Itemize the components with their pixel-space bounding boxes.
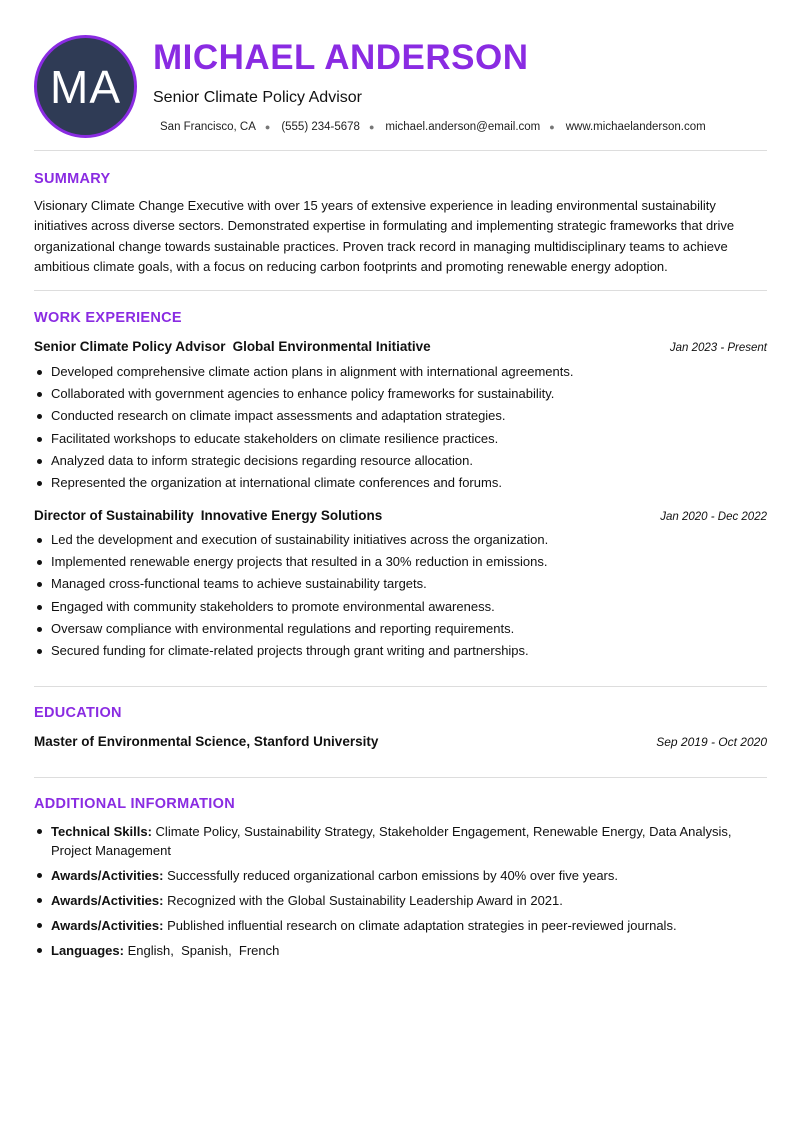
language-item: , Spanish [170,943,228,958]
languages-label: Languages: [51,943,124,958]
job-title-line [34,338,431,356]
list-item: Led the development and execution of sustainability initiatives across the organization. [34,529,767,551]
avatar-initials: MA [50,60,121,113]
divider [34,686,767,687]
language-item: English [127,943,171,958]
contact-phone: (555) 234-5678 [281,121,360,133]
list-item: Facilitated workshops to educate stakeholders on climate resilience practices. [34,428,767,450]
separator-dot-icon: ● [549,122,555,132]
award-text: Published influential research on climate adaptation strategies in peer-reviewed journals. [167,918,677,933]
candidate-title: Senior Climate Policy Advisor [153,89,362,106]
job-title-line [34,507,382,525]
summary-text: Visionary Climate Change Executive with over 15 years of extensive experience in leading environmental sustainability initiatives across diverse sectors. Demonstrated expertise in formulating and implementing strategic frameworks that drive organizational change towards sustainable practices. Proven track record in managing multidisciplinary teams to achieve ambitious climate goals, with a focus on reducing carbon footprints and promoting renewable energy adoption. [34,198,735,274]
skills-text: Climate Policy, Sustainability Strategy, Stakeholder Engagement, Renewable Energy, Data Analysis, Project Management [51,824,732,858]
list-item: Developed comprehensive climate action plans in alignment with international agreements. [34,361,767,383]
section-heading-summary: SUMMARY [34,171,111,187]
section-heading-education: EDUCATION [34,705,122,721]
job-dates: Jan 2023 - Present [669,342,767,354]
additional-info-list [34,822,767,966]
list-item: Secured funding for climate-related projects through grant writing and partnerships. [34,640,767,662]
job-header [34,507,767,525]
avatar [34,35,137,138]
divider [34,290,767,291]
section-heading-experience: WORK EXPERIENCE [34,310,182,326]
candidate-name: MICHAEL ANDERSON [153,38,529,77]
separator-dot-icon: ● [264,122,271,132]
job-bullet-list [34,361,767,494]
contact-bar [160,121,706,133]
list-item-award [34,916,767,935]
list-item: Oversaw compliance with environmental regulations and reporting requirements. [34,618,767,640]
job-dates: Jan 2020 - Dec 2022 [660,511,767,523]
language-item: , French [228,943,279,958]
award-label: Awards/Activities: [51,868,164,883]
job-role: Director of Sustainability [34,508,194,523]
list-item: Conducted research on climate impact assessments and adaptation strategies. [34,405,767,427]
list-item: Represented the organization at international climate conferences and forums. [34,472,767,494]
award-label: Awards/Activities: [51,893,164,908]
job-header [34,338,767,356]
job-role: Senior Climate Policy Advisor [34,339,226,354]
list-item: Analyzed data to inform strategic decisions regarding resource allocation. [34,450,767,472]
list-item: Collaborated with government agencies to enhance policy frameworks for sustainability. [34,383,767,405]
award-label: Awards/Activities: [51,918,164,933]
contact-email[interactable]: michael.anderson@email.com [385,121,541,133]
award-text: Successfully reduced organizational carbon emissions by 40% over five years. [167,868,618,883]
education-dates: Sep 2019 - Oct 2020 [656,735,767,749]
separator-dot-icon: ● [368,122,375,132]
job-bullet-list [34,529,767,662]
job-organization: Global Environmental Initiative [232,339,431,354]
contact-location: San Francisco, CA [160,121,256,133]
list-item-award [34,891,767,910]
job-organization: Innovative Energy Solutions [200,508,383,523]
divider [34,777,767,778]
education-entry [34,734,767,749]
skills-label: Technical Skills: [51,824,152,839]
list-item-skills [34,822,767,860]
list-item-languages [34,941,767,960]
list-item: Managed cross-functional teams to achieve sustainability targets. [34,573,767,595]
contact-website[interactable]: www.michaelanderson.com [565,121,706,133]
list-item: Implemented renewable energy projects that resulted in a 30% reduction in emissions. [34,551,767,573]
award-text: Recognized with the Global Sustainability Leadership Award in 2021. [167,893,563,908]
list-item-award [34,866,767,885]
education-degree: Master of Environmental Science, Stanford University [34,734,379,749]
list-item: Engaged with community stakeholders to promote environmental awareness. [34,596,767,618]
divider [34,150,767,151]
section-heading-additional: ADDITIONAL INFORMATION [34,796,235,812]
